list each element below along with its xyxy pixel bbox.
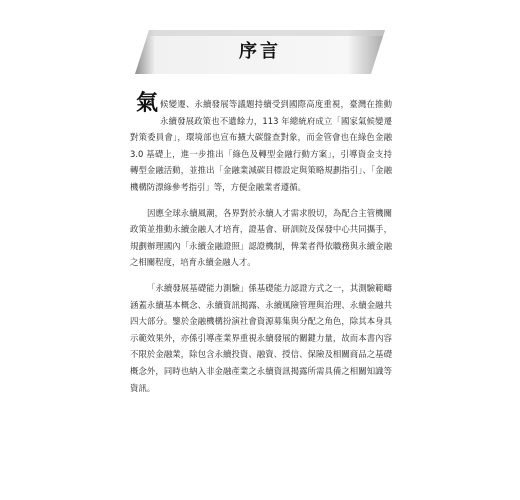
title-banner (135, 30, 385, 74)
page-title: 序言 (239, 41, 281, 62)
preface-body (130, 90, 392, 405)
paragraph-2: 因應全球永續風潮，各界對於永續人才需求殷切，為配合主管機關政策並推動永續金融人才培育，證基會、研訓院及保發中心共同攜手，規劃辦理國內「永續金融證照」認證機制，俾業者得依職務與永續金融之相關程度，培育永續金融人才。 (130, 207, 392, 268)
paragraph-1 (130, 90, 392, 196)
drop-cap: 氣 (136, 90, 159, 116)
paragraph-1-text: 候變遷、永續發展等議題持續受到國際高度重視，臺灣在推動永續發展政策也不遺餘力，113 年總統府成立「國家氣候變遷對策委員會」，環境部也宣布擴大碳盤查對象，而金管會也在綠色金融 3.0 基礎上，進一步推出「綠色及轉型金融行動方案」，引導資金支持轉型金融活動，並推出「金融業減碳目標設定與策略規劃指引」、「金融機構防漂綠參考指引」等，方便金融業者遵循。 (130, 99, 392, 192)
paragraph-3: 「永續發展基礎能力測驗」係基礎能力認證方式之一，其測驗範疇涵蓋永續基本概念、永續資訊揭露、永續風險管理與治理、永續金融共四大部分。鑒於金融機構扮演社會資源募集與分配之角色，除其本身具示範效果外，亦係引導產業界重視永續發展的關鍵力量，故而本書內容不限於金融業，除包含永續投資、融資、授信、保險及相關商品之基礎概念外，同時也納入非金融產業之永續資訊揭露所需具備之相關知識等資訊。 (130, 282, 392, 393)
